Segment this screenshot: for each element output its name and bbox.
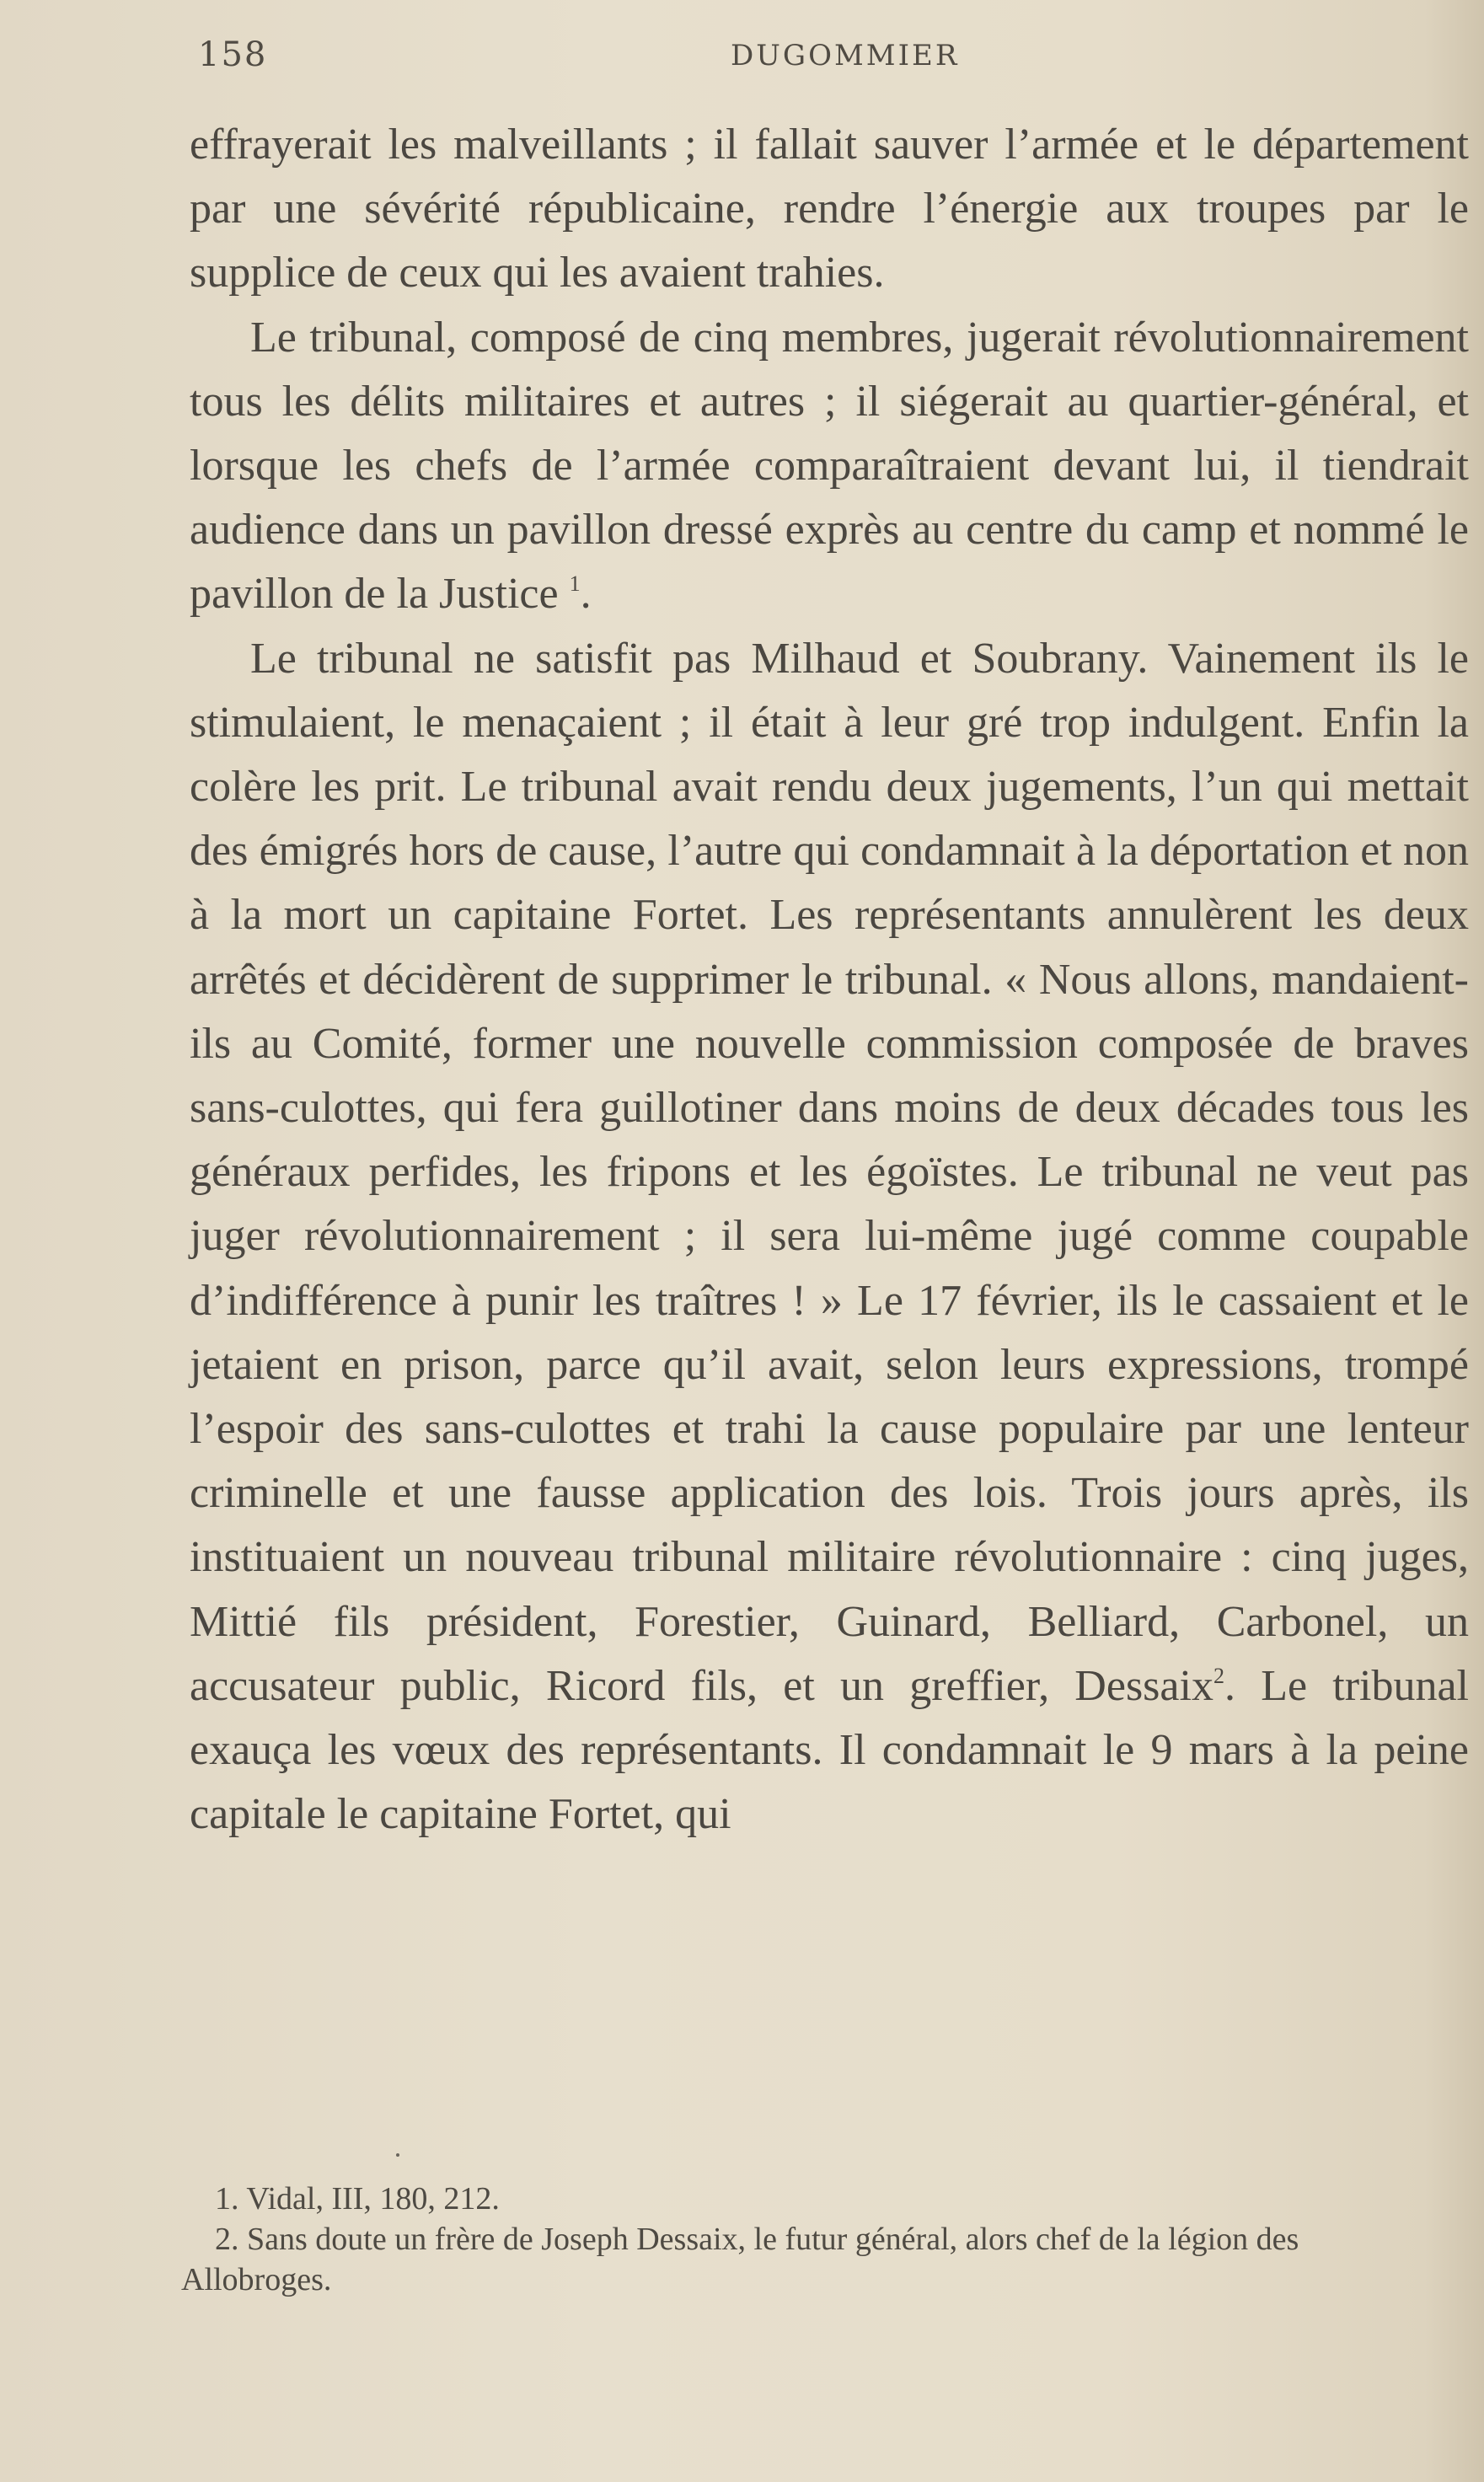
footnote-number: 1. xyxy=(215,2181,239,2217)
separator-mark xyxy=(396,2153,399,2157)
footnotes xyxy=(181,2179,1441,2300)
footnote-number: 2. xyxy=(215,2222,239,2257)
footnote-text: Vidal, III, 180, 212. xyxy=(246,2181,500,2217)
running-title: DUGOMMIER xyxy=(731,39,960,72)
footnote-text: Sans doute un frère de Joseph Dessaix, le futur général, alors chef de la légion des Allobroges. xyxy=(181,2222,1299,2297)
page-header xyxy=(198,35,1484,78)
footnote-ref-2[interactable]: 2 xyxy=(1213,1663,1224,1688)
page-number: 158 xyxy=(198,35,268,74)
footnote-ref-1[interactable]: 1 xyxy=(569,571,581,597)
footnote-1 xyxy=(181,2179,1441,2219)
paragraph-1: effrayerait les malveillants ; il fallait sauver l’armée et le département par une sévérité républicaine, rendre l’énergie aux troupes par le supplice de ceux qui les avaient trahies. xyxy=(190,121,1469,298)
paragraph-2: Le tribunal, composé de cinq membres, jugerait révolutionnairement tous les délits militaires et autres ; il siégerait au quartier-général, et lorsque les chefs de l’armée comparaîtraient devant lui, il tiendrait audience dans un pavillon dressé exprès au centre du camp et nommé le pavillon de la Justice $^1$. xyxy=(190,313,1469,619)
body-text xyxy=(190,113,1469,1847)
footnote-2 xyxy=(181,2219,1441,2300)
paragraph-3: Le tribunal ne satisfit pas Milhaud et Soubrany. Vainement ils le stimulaient, le menaçaient ; il était à leur gré trop indulgent. Enfin la colère les prit. Le tribunal avait rendu deux jugements, l’un qui mettait des émigrés hors de cause, l’autre qui condamnait à la déportation et non à la mort un capitaine Fortet. Les représentants annulèrent les deux arrêtés et décidèrent de supprimer le tribunal. « Nous allons, mandaient-ils au Comité, former une nouvelle commission composée de braves sans-culottes, qui fera guillotiner dans moins de deux décades tous les généraux perfides, les fripons et les égoïstes. Le tribunal ne veut pas juger révolutionnairement ; il sera lui-même jugé comme coupable d’indifférence à punir les traîtres ! » Le 17 février, ils le cassaient et le jetaient en prison, parce qu’il avait, selon leurs expressions, trompé l’espoir des sans-culottes et trahi la cause populaire par une lenteur criminelle et une fausse application des lois. Trois jours après, ils instituaient un nouveau tribunal militaire révolutionnaire : cinq juges, Mittié fils président, Forestier, Guinard, Belliard, Carbonel, un accusateur public, Ricord fils, et un greffier, Dessaix$^2$. Le tribunal exauça les vœux des représentants. Il condamnait le 9 mars à la peine capitale le capitaine Fortet, qui xyxy=(190,634,1469,1839)
